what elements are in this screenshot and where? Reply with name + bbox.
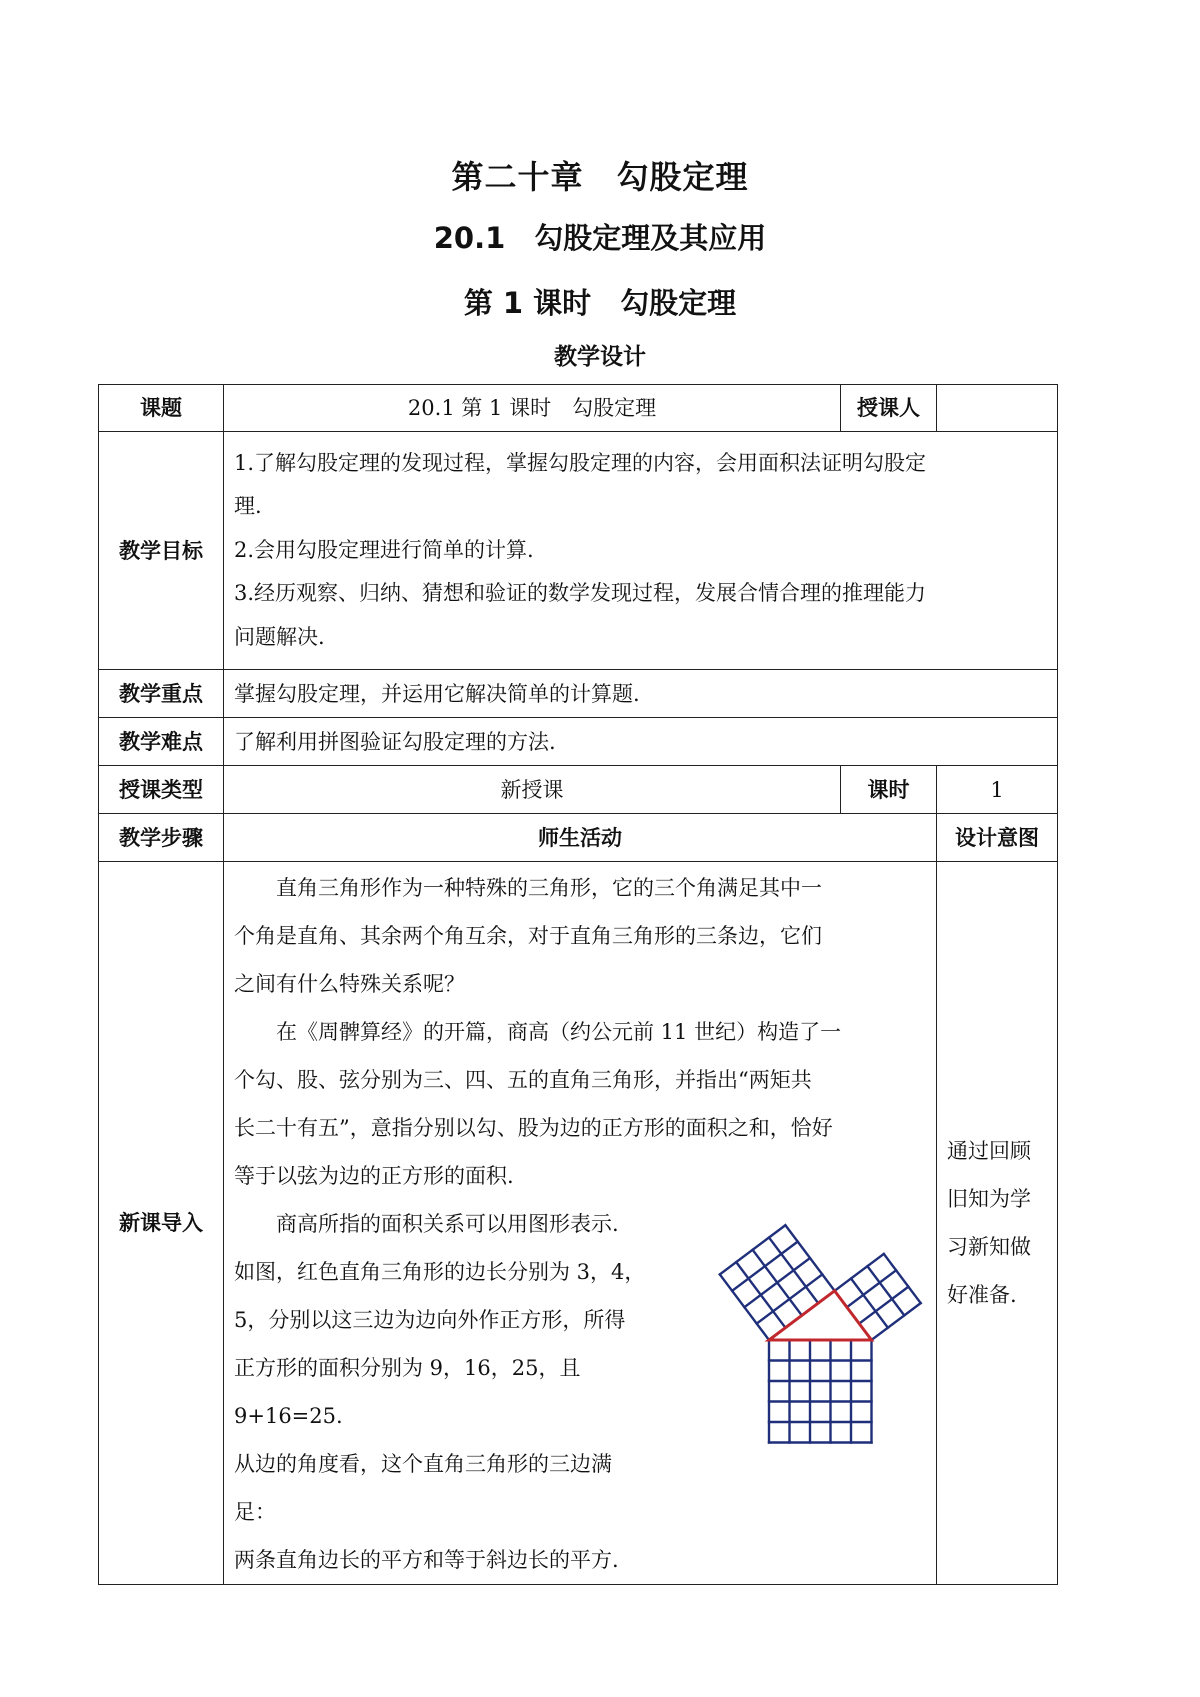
key-value: 掌握勾股定理，并运用它解决简单的计算题. bbox=[224, 670, 1058, 718]
type-row bbox=[99, 766, 1058, 814]
difficulty-row bbox=[99, 718, 1058, 766]
long-leg-square-grid-line bbox=[785, 1225, 834, 1291]
intent-cell bbox=[937, 862, 1058, 1585]
hours-label: 课时 bbox=[841, 766, 937, 814]
teacher-label: 授课人 bbox=[841, 385, 937, 432]
step-name: 新课导入 bbox=[99, 862, 224, 1585]
activity-line: 长二十有五”，意指分别以勾、股为边的正方形的面积之和，恰好 bbox=[234, 1116, 833, 1140]
goal-line: 问题解决. bbox=[234, 624, 325, 649]
doc-type-title: 教学设计 bbox=[554, 344, 646, 370]
activity-line: 商高所指的面积关系可以用图形表示. bbox=[276, 1212, 619, 1236]
activity-cell bbox=[224, 862, 937, 1585]
key-label: 教学重点 bbox=[99, 670, 224, 718]
pythagoras-figure bbox=[712, 1198, 932, 1460]
teacher-value bbox=[937, 385, 1058, 432]
activity-conclusion: 两条直角边长的平方和等于斜边长的平方. bbox=[234, 1548, 619, 1572]
activity-line: 个角是直角、其余两个角互余，对于直角三角形的三条边，它们 bbox=[234, 924, 822, 948]
steps-header: 教学步骤 bbox=[99, 814, 224, 862]
activity-line: 从边的角度看，这个直角三角形的三边满 bbox=[234, 1452, 612, 1476]
type-label: 授课类型 bbox=[99, 766, 224, 814]
activity-line: 直角三角形作为一种特殊的三角形，它的三个角满足其中一 bbox=[276, 876, 822, 900]
activity-line: 5，分别以这三边为边向外作正方形，所得 bbox=[234, 1308, 626, 1332]
goals-cell bbox=[224, 432, 1058, 670]
activity-header: 师生活动 bbox=[224, 814, 937, 862]
goal-line: 理. bbox=[234, 494, 262, 519]
goal-line: 2.会用勾股定理进行简单的计算. bbox=[234, 537, 534, 562]
figure-paragraph bbox=[234, 1200, 926, 1536]
intro-row bbox=[99, 862, 1058, 1585]
activity-line: 正方形的面积分别为 9，16，25，且 9+16=25. bbox=[234, 1356, 581, 1428]
activity-line: 足： bbox=[234, 1500, 276, 1524]
red-right-triangle bbox=[769, 1291, 872, 1340]
activity-line: 个勾、股、弦分别为三、四、五的直角三角形，并指出“两矩共 bbox=[234, 1068, 812, 1092]
difficulty-value: 了解利用拼图验证勾股定理的方法. bbox=[224, 718, 1058, 766]
topic-row bbox=[99, 385, 1058, 432]
chapter-title: 第二十章 勾股定理 bbox=[451, 158, 749, 196]
goal-line: 1.了解勾股定理的发现过程，掌握勾股定理的内容，会用面积法证明勾股定 bbox=[234, 450, 927, 475]
intent-line: 通过回顾 bbox=[947, 1139, 1031, 1163]
activity-line: 在《周髀算经》的开篇，商高（约公元前 11 世纪）构造了一 bbox=[276, 1020, 842, 1044]
goal-line: 3.经历观察、归纳、猜想和验证的数学发现过程，发展合情合理的推理能力 bbox=[234, 581, 927, 606]
long-leg-square-grid-line bbox=[720, 1225, 786, 1274]
long-leg-square-grid-line bbox=[744, 1258, 810, 1307]
long-leg-square-grid-line bbox=[732, 1242, 798, 1291]
lesson-title: 第 1 课时 勾股定理 bbox=[463, 286, 737, 320]
long-leg-square-grid-line bbox=[769, 1238, 818, 1304]
steps-header-row bbox=[99, 814, 1058, 862]
type-value: 新授课 bbox=[224, 766, 841, 814]
hours-value: 1 bbox=[937, 766, 1058, 814]
intent-line: 好准备. bbox=[947, 1283, 1017, 1307]
intent-header: 设计意图 bbox=[937, 814, 1058, 862]
topic-label: 课题 bbox=[99, 385, 224, 432]
goals-label: 教学目标 bbox=[99, 432, 224, 670]
intent-line: 习新知做 bbox=[947, 1235, 1031, 1259]
difficulty-label: 教学难点 bbox=[99, 718, 224, 766]
activity-line: 之间有什么特殊关系呢？ bbox=[234, 972, 465, 996]
intent-line: 旧知为学 bbox=[947, 1187, 1031, 1211]
goals-row bbox=[99, 432, 1058, 670]
topic-value: 20.1 第 1 课时 勾股定理 bbox=[224, 385, 841, 432]
activity-line: 如图，红色直角三角形的边长分别为 3，4， bbox=[234, 1260, 646, 1284]
lesson-plan-table bbox=[98, 384, 1058, 1585]
activity-line: 等于以弦为边的正方形的面积. bbox=[234, 1164, 514, 1188]
key-row bbox=[99, 670, 1058, 718]
section-title: 20.1 勾股定理及其应用 bbox=[433, 221, 767, 255]
